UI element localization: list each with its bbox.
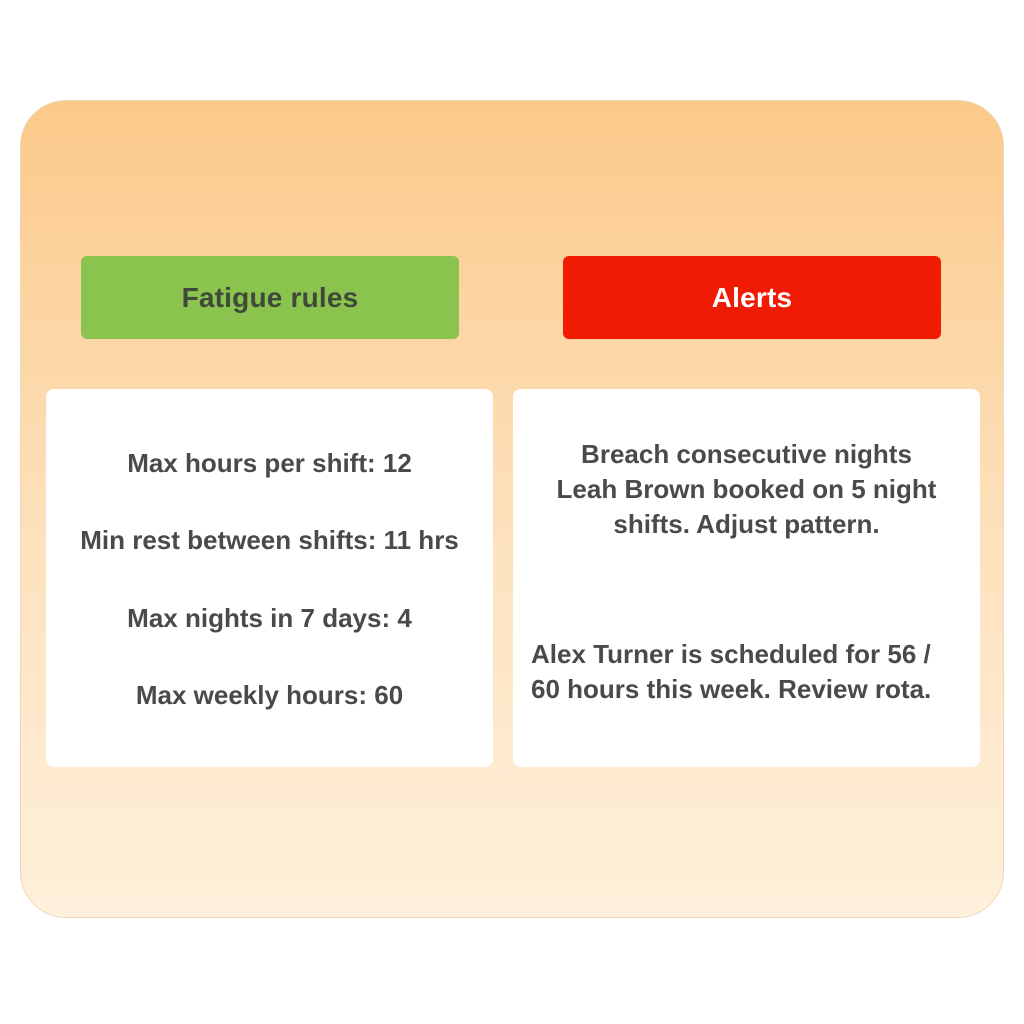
tab-fatigue-rules-label: Fatigue rules bbox=[181, 281, 359, 313]
tab-alerts-label: Alerts bbox=[711, 281, 793, 313]
alert-weekly-hours: Alex Turner is scheduled for 56 / 60 hours this week. Review rota. bbox=[531, 639, 932, 704]
rule-max-hours-per-shift: Max hours per shift: 12 bbox=[127, 448, 412, 478]
tab-alerts[interactable] bbox=[563, 256, 941, 339]
alert-consecutive-nights-title: Breach consecutive nights bbox=[581, 439, 912, 469]
rule-max-nights-in-7-days: Max nights in 7 days: 4 bbox=[127, 603, 412, 633]
alert-consecutive-nights-action: shifts. Adjust pattern. bbox=[613, 509, 880, 539]
fatigue-rules-card bbox=[46, 389, 493, 767]
alerts-card bbox=[513, 389, 980, 767]
alert-consecutive-nights-detail: Leah Brown booked on 5 night bbox=[556, 474, 937, 504]
tab-fatigue-rules[interactable] bbox=[81, 256, 459, 339]
rule-min-rest-between-shifts: Min rest between shifts: 11 hrs bbox=[80, 525, 459, 555]
rule-max-weekly-hours: Max weekly hours: 60 bbox=[135, 680, 404, 710]
alert-consecutive-nights bbox=[533, 437, 960, 542]
